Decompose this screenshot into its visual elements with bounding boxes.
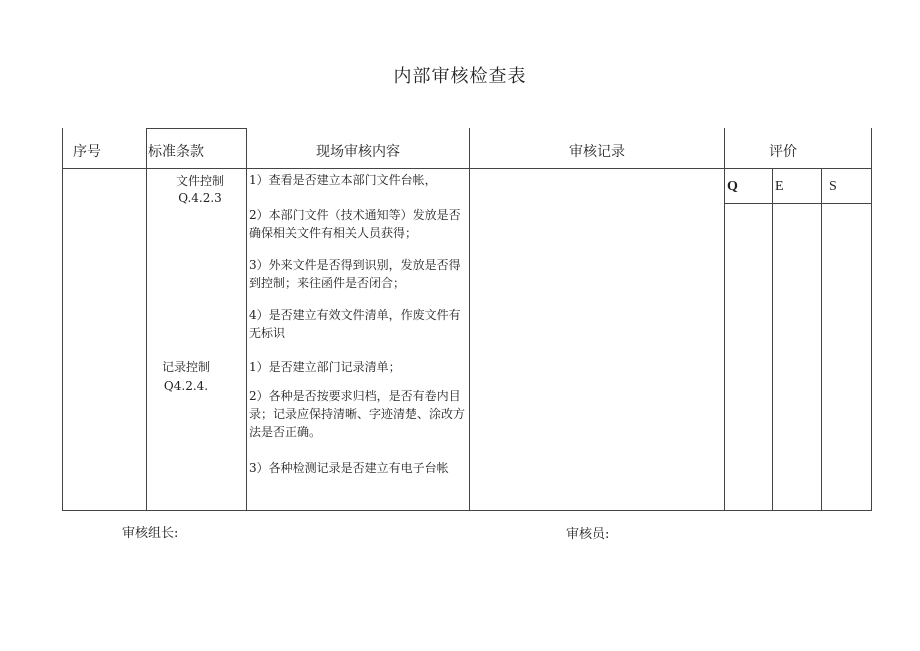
header-clause: 标准条款	[148, 144, 204, 160]
table-line-content	[469, 128, 470, 511]
table-line-eval-subheader	[724, 203, 872, 204]
eval-q-label: Q	[727, 179, 738, 194]
table-line-header-top-clause	[146, 128, 247, 129]
audit-item: 4）是否建立有效文件清单，作废文件有无标识	[249, 308, 461, 340]
table-line-header-bottom	[62, 168, 872, 169]
clause-name: 记录控制	[161, 360, 210, 374]
auditor-label: 审核员:	[566, 527, 610, 542]
table-line-e	[821, 168, 822, 511]
header-seq: 序号	[73, 144, 101, 160]
table-line-record	[724, 128, 725, 511]
audit-item: 2）本部门文件（技术通知等）发放是否确保相关文件有相关人员获得；	[249, 208, 461, 240]
table-line-left	[62, 128, 63, 511]
table-line-q	[772, 168, 773, 511]
eval-s-label: S	[829, 179, 837, 194]
audit-leader-label: 审核组长:	[122, 526, 179, 541]
header-eval: 评价	[769, 144, 797, 160]
header-record: 审核记录	[569, 144, 625, 160]
table-line-seq	[146, 128, 147, 511]
audit-item: 2）各种是否按要求归档，是否有卷内目录；记录应保持清晰、字迹清楚、涂改方法是否正确。	[249, 389, 466, 439]
clause-code: Q4.2.4.	[163, 379, 209, 393]
page-title: 内部审核检查表	[393, 66, 527, 87]
clause-name: 文件控制	[175, 174, 224, 188]
table-line-right	[871, 128, 872, 511]
table-line-bottom	[62, 510, 872, 511]
eval-e-label: E	[775, 179, 784, 194]
audit-item: 1）查看是否建立本部门文件台帐，	[249, 173, 437, 187]
clause-code: Q.4.2.3	[178, 191, 222, 205]
audit-item: 3）外来文件是否得到识别，发放是否得到控制；来往函件是否闭合；	[249, 258, 461, 290]
header-content: 现场审核内容	[316, 144, 400, 160]
audit-item: 1）是否建立部门记录清单；	[249, 360, 401, 374]
audit-item: 3）各种检测记录是否建立有电子台帐	[249, 461, 449, 475]
